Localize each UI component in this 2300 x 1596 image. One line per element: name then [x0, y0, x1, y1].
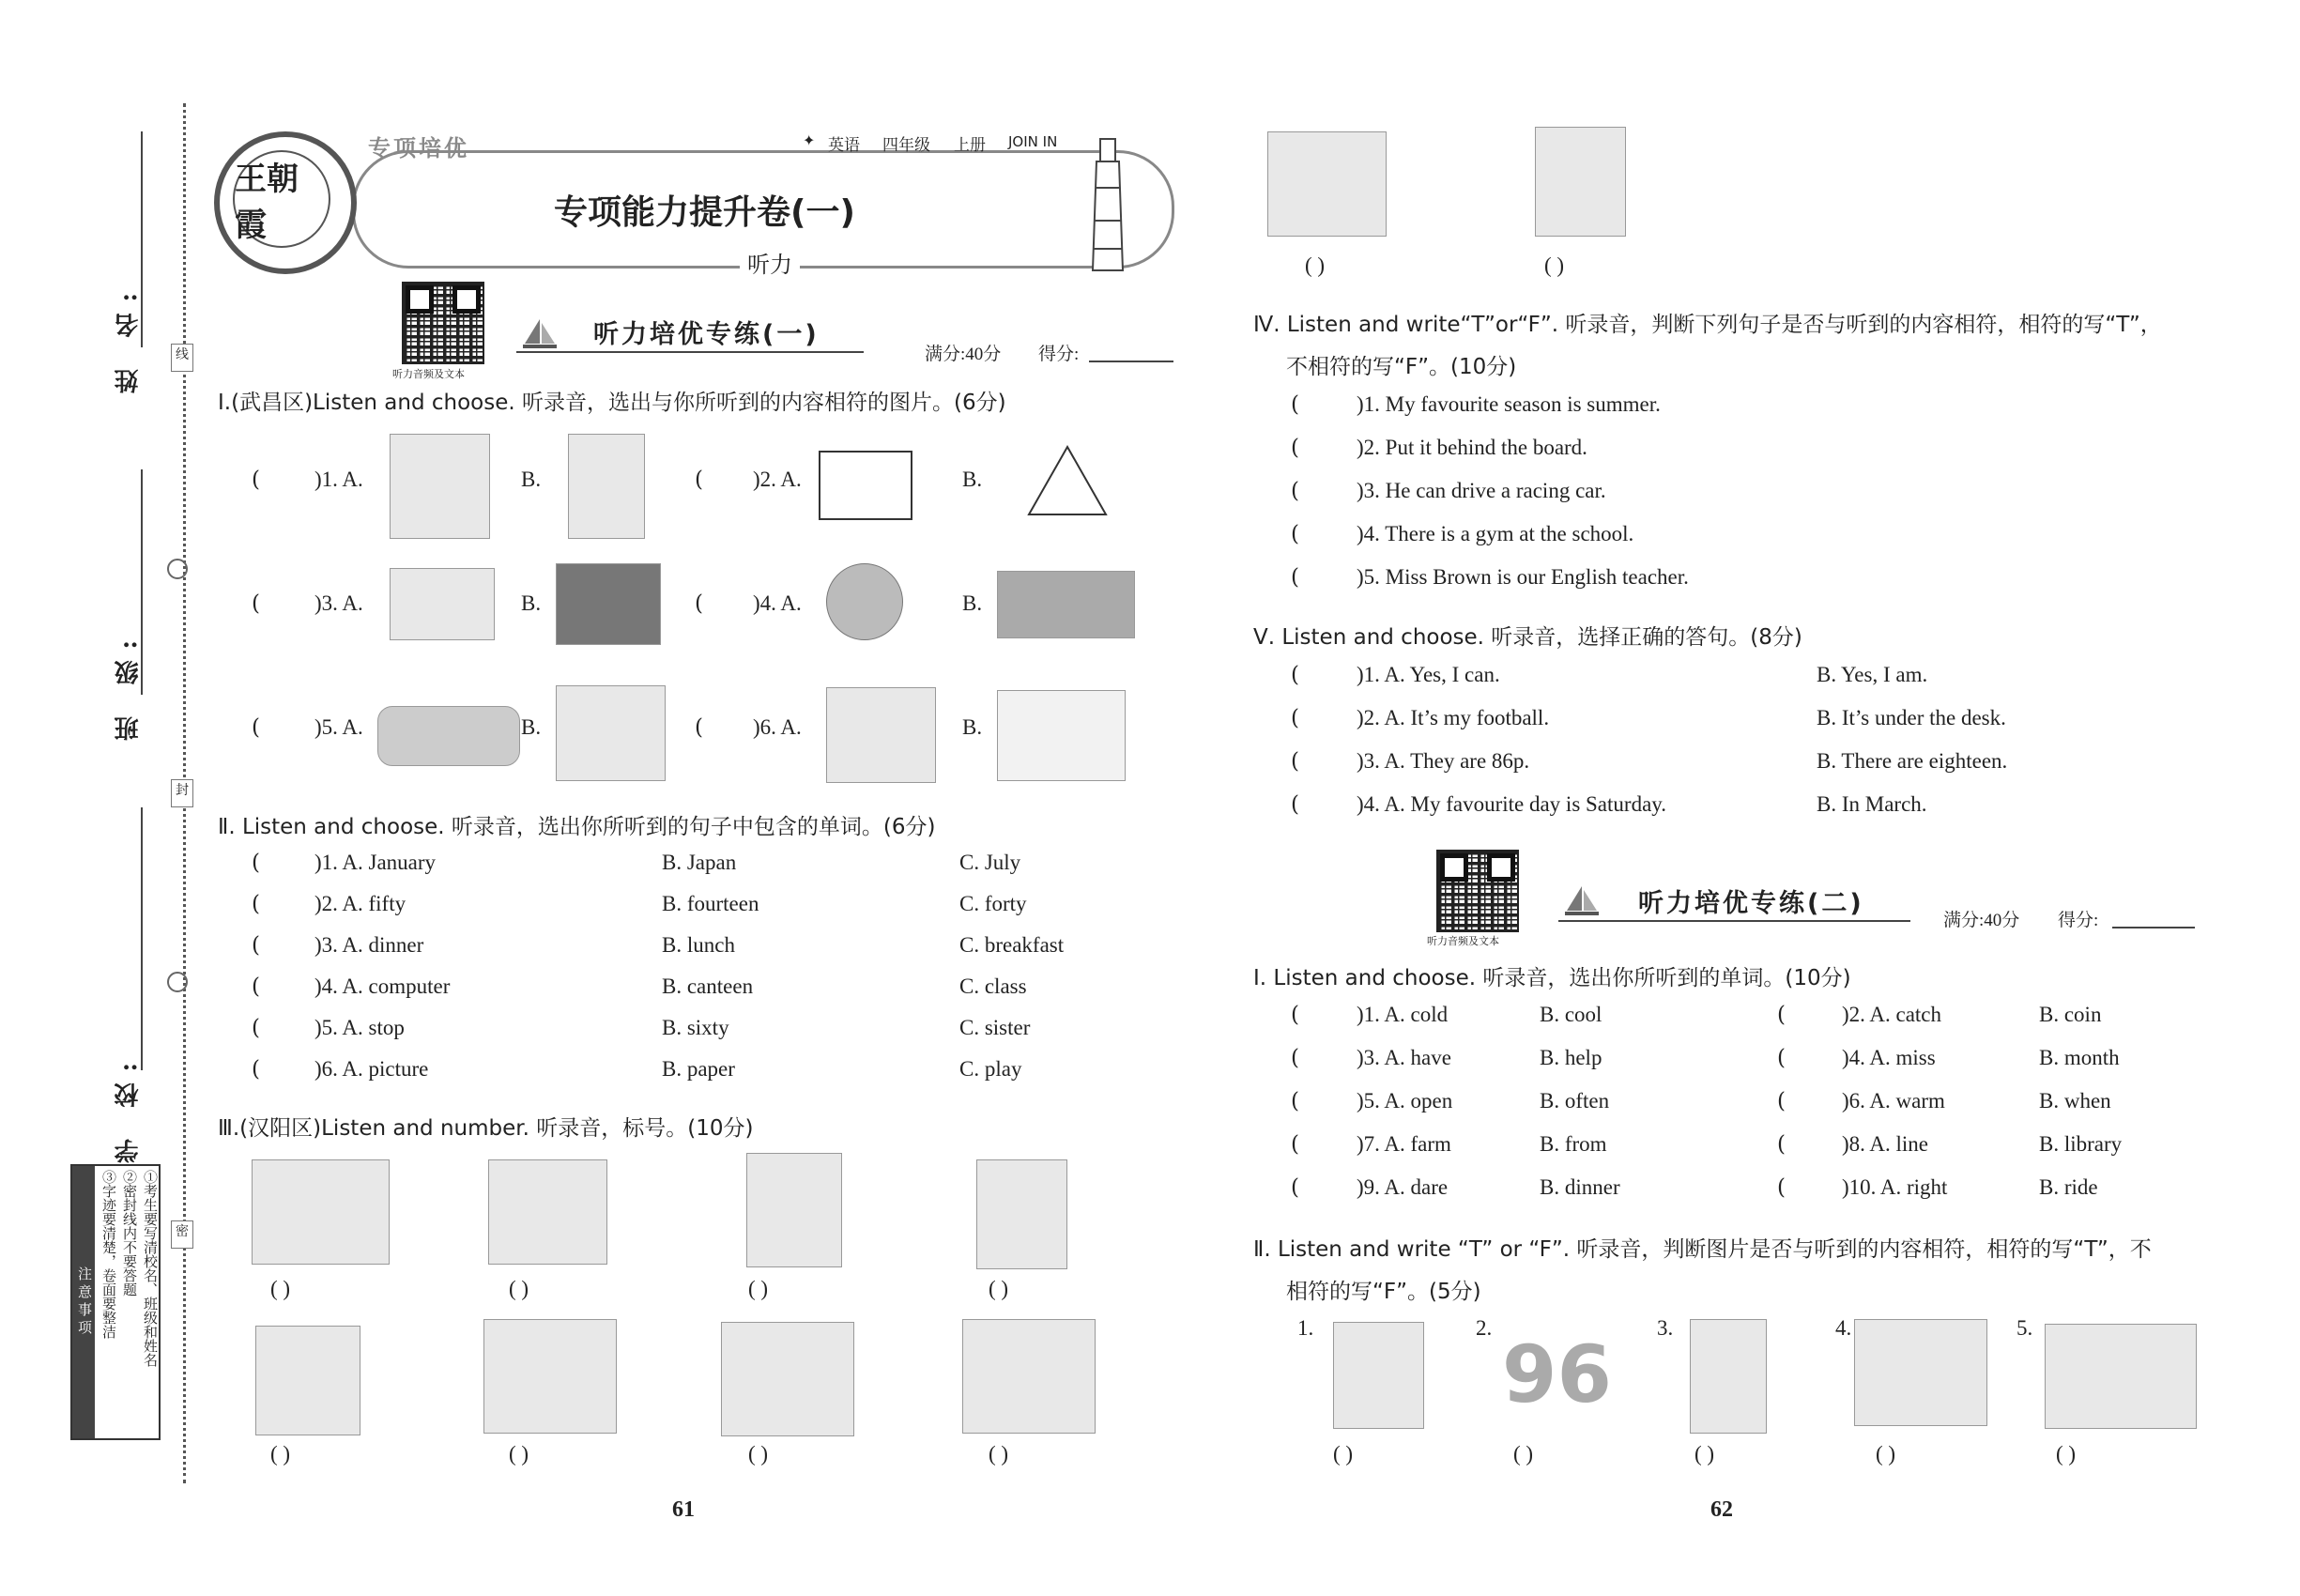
option-b: B.: [962, 591, 983, 615]
choice-a: )3. A. dinner: [314, 933, 424, 957]
picture-tiger-walking[interactable]: [976, 1159, 1067, 1269]
choice-a: )1. A. cold: [1357, 1003, 1449, 1026]
notice-line: ①考生要写清校名、班级和姓名: [142, 1170, 159, 1367]
answer-paren: (: [1291, 522, 1299, 546]
item-number: )4. A.: [753, 591, 802, 615]
full-score: 满分:40分: [1943, 911, 2020, 930]
page-subtitle: 听力: [740, 246, 800, 279]
choice-b: B. ride: [2039, 1175, 2098, 1199]
star-icon: ✦: [803, 131, 816, 149]
answer-paren: (: [1777, 1046, 1786, 1070]
choice-a: )5. A. open: [1357, 1089, 1453, 1113]
choice-b: B. It’s under the desk.: [1817, 706, 2006, 729]
answer-paren[interactable]: ( ): [748, 1442, 769, 1466]
summer-picture[interactable]: [826, 687, 936, 783]
edition: JOIN IN: [1008, 133, 1058, 150]
picture-tiger-colorful[interactable]: [1535, 127, 1626, 237]
option-b: B.: [962, 715, 983, 739]
picture-children[interactable]: [962, 1319, 1096, 1434]
choice-a: )4. A. computer: [314, 974, 451, 998]
answer-paren: (: [1291, 706, 1299, 730]
part-3-heading: Ⅲ.(汉阳区)Listen and number. 听录音，标号。(10分): [218, 1116, 754, 1141]
part-1b-heading: Ⅰ. Listen and choose. 听录音，选出你所听到的单词。(10分): [1253, 966, 1851, 990]
term: 上册: [954, 136, 986, 155]
seal-mark-seal: 封: [171, 779, 193, 807]
choice-a: )7. A. farm: [1357, 1132, 1451, 1156]
choice-b: B. coin: [2039, 1003, 2102, 1026]
qr-caption: 听力音频及文本: [392, 368, 465, 380]
part-5-heading: Ⅴ. Listen and choose. 听录音，选择正确的答句。(8分): [1253, 625, 1802, 650]
choice-b: B. help: [1540, 1046, 1602, 1069]
choice-a: )6. A. picture: [314, 1057, 429, 1081]
answer-paren[interactable]: ( ): [989, 1442, 1009, 1466]
answer-paren: (: [1777, 1003, 1786, 1027]
brand-logo: [214, 131, 357, 274]
picture-computer-class[interactable]: [2045, 1324, 2197, 1429]
choice-a: )8. A. line: [1842, 1132, 1928, 1156]
choice-a: )4. A. My favourite day is Saturday.: [1357, 792, 1667, 816]
title-underline: [516, 351, 864, 353]
answer-paren[interactable]: ( ): [2056, 1442, 2077, 1466]
choice-b: B. dinner: [1540, 1175, 1620, 1199]
choice-a: )10. A. right: [1842, 1175, 1948, 1199]
choice-b: B. In March.: [1817, 792, 1927, 816]
choice-b: B. cool: [1540, 1003, 1602, 1026]
section-title: 听力培优专练(一): [593, 320, 820, 349]
notice-box: [70, 1164, 161, 1440]
statement: )5. Miss Brown is our English teacher.: [1357, 565, 1689, 589]
answer-paren[interactable]: ( ): [748, 1277, 769, 1300]
coin-picture[interactable]: [826, 563, 903, 640]
qr-caption: 听力音频及文本: [1427, 935, 1499, 947]
choice-c: C. forty: [959, 892, 1027, 915]
part-2b-heading-cont: 相符的写“F”。(5分): [1286, 1280, 1481, 1304]
answer-paren[interactable]: ( ): [1876, 1442, 1896, 1466]
part-4-heading: Ⅳ. Listen and write“T”or“F”. 听录音，判断下列句子是否与听到的内容相符，相符的写“T”，: [1253, 313, 2162, 337]
qr-code[interactable]: [1436, 850, 1519, 932]
lighthouse-icon: [1087, 131, 1128, 272]
statement: )4. There is a gym at the school.: [1357, 522, 1634, 545]
option-b: B.: [521, 468, 542, 491]
part-1-heading: Ⅰ.(武昌区)Listen and choose. 听录音，选出与你所听到的内容相符的图片。(6分): [218, 391, 1006, 415]
choice-b: B. canteen: [662, 974, 754, 998]
choice-b: B. paper: [662, 1057, 735, 1081]
item-number: 3.: [1657, 1316, 1674, 1340]
choice-b: B. fourteen: [662, 892, 759, 915]
answer-paren: (: [695, 715, 703, 740]
class-label: 班 级:: [115, 629, 143, 741]
answer-paren: (: [1291, 436, 1299, 460]
item-number: )3. A.: [314, 591, 363, 615]
choice-a: )6. A. warm: [1842, 1089, 1945, 1113]
answer-paren: (: [1291, 479, 1299, 503]
choice-b: B. There are eighteen.: [1817, 749, 2008, 773]
choice-a: )3. A. They are 86p.: [1357, 749, 1530, 773]
statement: )2. Put it behind the board.: [1357, 436, 1587, 459]
answer-paren[interactable]: ( ): [270, 1277, 291, 1300]
part-2-heading: Ⅱ. Listen and choose. 听录音，选出你所听到的句子中包含的单词。(6分): [218, 815, 936, 839]
answer-paren: (: [252, 1057, 260, 1082]
item-number: 1.: [1297, 1316, 1314, 1340]
answer-paren: (: [252, 1016, 260, 1040]
answer-paren: (: [1777, 1132, 1786, 1157]
desk-picture[interactable]: [377, 706, 520, 766]
notice-text: [99, 1170, 161, 1367]
item-number: )6. A.: [753, 715, 802, 739]
item-number: )1. A.: [314, 468, 363, 491]
option-b: B.: [962, 468, 983, 491]
chairs-picture[interactable]: [556, 685, 666, 781]
choice-b: B. often: [1540, 1089, 1610, 1113]
choice-a: )4. A. miss: [1842, 1046, 1936, 1069]
item-number: 2.: [1476, 1316, 1493, 1340]
sailboat-icon: [1563, 884, 1601, 918]
logo-text: 王朝霞: [235, 161, 299, 244]
score-field[interactable]: [1089, 361, 1173, 362]
answer-paren: (: [1291, 1003, 1299, 1027]
title-underline: [1558, 920, 1910, 922]
choice-b: B. month: [2039, 1046, 2120, 1069]
choice-b: B. library: [2039, 1132, 2123, 1156]
choice-a: )2. A. fifty: [314, 892, 406, 915]
answer-paren: (: [252, 933, 260, 958]
rectangle-picture[interactable]: [819, 451, 912, 520]
school-label: 学 校:: [115, 1051, 143, 1163]
school-field[interactable]: [141, 807, 143, 1070]
score-label: 得分:: [2058, 911, 2099, 930]
answer-paren[interactable]: ( ): [1544, 253, 1565, 277]
picture-planting[interactable]: [1267, 131, 1387, 237]
answer-paren: (: [1291, 1132, 1299, 1157]
full-score: 满分:40分: [925, 345, 1002, 364]
section-title: 听力培优专练(二): [1638, 889, 1864, 918]
answer-paren: (: [1777, 1175, 1786, 1200]
picture-skater[interactable]: [1690, 1319, 1767, 1434]
answer-paren[interactable]: ( ): [989, 1277, 1009, 1300]
ceiling-light-picture[interactable]: [390, 568, 495, 640]
choice-b: B. Japan: [662, 851, 737, 874]
answer-paren: (: [252, 468, 260, 492]
answer-paren[interactable]: ( ): [1694, 1442, 1715, 1466]
seal-mark-line: 线: [171, 344, 193, 372]
choice-b: B. sixty: [662, 1016, 729, 1039]
answer-paren[interactable]: ( ): [270, 1442, 291, 1466]
part-4-heading-cont: 不相符的写“F”。(10分): [1286, 355, 1517, 379]
picture-tiger[interactable]: [746, 1153, 842, 1267]
answer-paren: (: [695, 591, 703, 616]
name-field[interactable]: [141, 131, 143, 347]
choice-b: B. lunch: [662, 933, 735, 957]
answer-paren: (: [1291, 1089, 1299, 1113]
picture-snow-house[interactable]: [1854, 1319, 1987, 1426]
choice-a: )2. A. It’s my football.: [1357, 706, 1550, 729]
score-label: 得分:: [1038, 345, 1080, 364]
score-field[interactable]: [2112, 927, 2195, 928]
answer-paren: (: [252, 715, 260, 740]
page-number-right: 62: [1710, 1497, 1733, 1522]
answer-paren: (: [252, 974, 260, 999]
page-number-left: 61: [672, 1497, 695, 1522]
banknote-picture[interactable]: [997, 571, 1135, 638]
answer-paren: (: [1777, 1089, 1786, 1113]
picture-girl[interactable]: [252, 1159, 390, 1265]
blackboard-picture[interactable]: [556, 563, 661, 645]
badge: 专项培优: [368, 135, 469, 161]
item-number: 4.: [1835, 1316, 1852, 1340]
choice-b: B. from: [1540, 1132, 1607, 1156]
qr-code[interactable]: [402, 282, 484, 364]
hole-icon: [167, 559, 188, 579]
notice-title: 注意事项: [72, 1166, 95, 1438]
answer-paren: (: [1291, 749, 1299, 774]
choice-b: B. when: [2039, 1089, 2111, 1113]
choice-a: )1. A. Yes, I can.: [1357, 663, 1500, 686]
winter-picture[interactable]: [997, 690, 1126, 781]
name-label: 姓 名:: [115, 282, 143, 393]
picture-dog[interactable]: [255, 1326, 360, 1435]
seal-mark-close: 密: [171, 1220, 193, 1249]
choice-c: C. July: [959, 851, 1021, 874]
answer-paren[interactable]: ( ): [1513, 1442, 1534, 1466]
picture-witches[interactable]: [721, 1322, 854, 1436]
notice-line: ②密封线内不要答题: [121, 1170, 138, 1297]
answer-paren[interactable]: ( ): [1333, 1442, 1354, 1466]
notice-line: ③字迹要清楚，卷面要整洁: [100, 1170, 117, 1339]
choice-c: C. play: [959, 1057, 1022, 1081]
choice-a: )3. A. have: [1357, 1046, 1451, 1069]
choice-c: C. sister: [959, 1016, 1031, 1039]
picture-tiger-plate[interactable]: [483, 1319, 617, 1434]
answer-paren[interactable]: ( ): [1305, 253, 1326, 277]
class-field[interactable]: [141, 469, 143, 695]
answer-paren: (: [252, 591, 260, 616]
option-b: B.: [521, 715, 542, 739]
triangle-picture[interactable]: [1025, 443, 1110, 518]
statement: )3. He can drive a racing car.: [1357, 479, 1606, 502]
tiger-picture[interactable]: [568, 434, 645, 539]
item-number: )5. A.: [314, 715, 363, 739]
choice-b: B. Yes, I am.: [1817, 663, 1928, 686]
sailboat-icon: [521, 317, 559, 351]
answer-paren: (: [252, 851, 260, 875]
answer-paren: (: [1291, 663, 1299, 687]
choice-a: )2. A. catch: [1842, 1003, 1942, 1026]
number-picture[interactable]: 96: [1502, 1328, 1612, 1420]
hole-icon: [167, 972, 188, 992]
choice-a: )1. A. January: [314, 851, 437, 874]
answer-paren: (: [695, 468, 703, 492]
choice-a: )9. A. dare: [1357, 1175, 1449, 1199]
answer-paren: (: [1291, 792, 1299, 817]
choice-c: C. class: [959, 974, 1027, 998]
answer-paren[interactable]: ( ): [509, 1442, 529, 1466]
option-b: B.: [521, 591, 542, 615]
page-title: 专项能力提升卷(一): [554, 193, 855, 232]
grade: 四年级: [882, 136, 930, 155]
choice-c: C. breakfast: [959, 933, 1065, 957]
statement: )1. My favourite season is summer.: [1357, 392, 1661, 416]
answer-paren: (: [1291, 1046, 1299, 1070]
answer-paren: (: [1291, 392, 1299, 417]
part-2b-heading: Ⅱ. Listen and write “T” or “F”. 听录音，判断图片是否与听到的内容相符，相符的写“T”，不: [1253, 1237, 2152, 1262]
subject: 英语: [828, 136, 860, 155]
item-number: )2. A.: [753, 468, 802, 491]
picture-archers[interactable]: [488, 1159, 607, 1265]
answer-paren: (: [1291, 565, 1299, 590]
answer-paren[interactable]: ( ): [509, 1277, 529, 1300]
picture-chair[interactable]: [1333, 1322, 1424, 1429]
choice-a: )5. A. stop: [314, 1016, 405, 1039]
item-number: 5.: [2016, 1316, 2033, 1340]
answer-paren: (: [1291, 1175, 1299, 1200]
answer-paren: (: [252, 892, 260, 916]
tiger-picture[interactable]: [390, 434, 490, 539]
